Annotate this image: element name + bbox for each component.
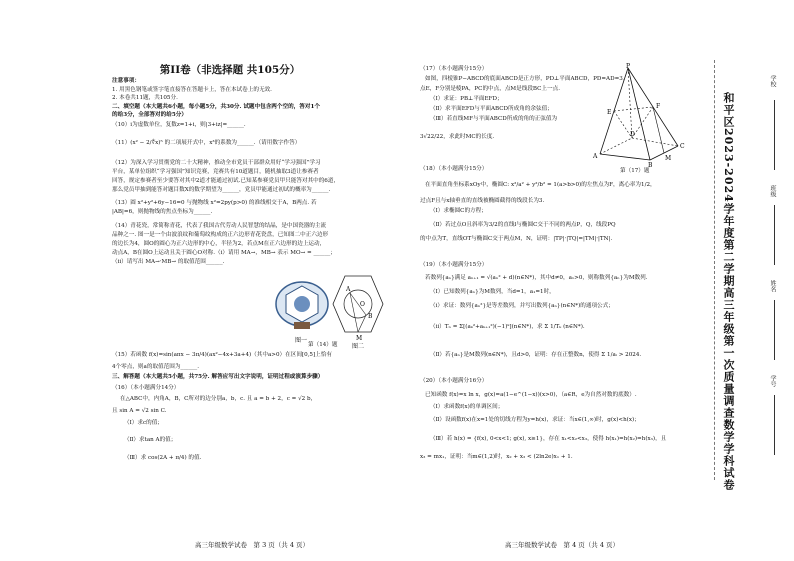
question-17-line-3: 点E，F分别是棱PA，PC的中点，点M是线段BC上一点. — [420, 86, 560, 92]
question-16-line-5: （Ⅱ）求tan A的值； — [124, 437, 177, 443]
label-d: D — [630, 131, 635, 138]
question-16-line-1: （16）（本小题满分14分） — [112, 385, 180, 391]
binding-strip — [706, 0, 794, 561]
question-18-line-6: 的中点为T，直线OT与椭圆C交于两点M，N，证明：|TP|·|TQ|=|TM|·|TN|. — [420, 236, 613, 242]
question-17-line-6: （Ⅲ）若直线MF与平面ABCD所成的角的正弦值为 — [430, 116, 558, 122]
question-19-line-1: （19）（本小题满分15分） — [420, 262, 488, 268]
plate-image — [276, 282, 328, 329]
label-m: M — [665, 155, 672, 162]
fill-heading: 二、填空题（本大题共6小题，每小题5分，共30分. 试题中包含两个空的，答对1个 — [112, 104, 320, 110]
question-14-line-4: 动点A，B在圆O上运动且关于圆心O对称.（i）请用 MA→，MB→ 表示 MO→ = ______； — [112, 250, 336, 256]
question-18-line-5: （Ⅱ）若过点O且斜率为3/2的直线l与椭圆C交于不同的两点P，Q，线段PQ — [430, 222, 616, 228]
question-16-line-4: （Ⅰ）求c的值； — [124, 420, 163, 426]
figure-17-caption: 第（17）题 — [620, 168, 650, 174]
question-20-line-1: （20）（本小题满分16分） — [420, 378, 488, 384]
label-c: C — [680, 143, 685, 150]
field-class-label: 班级 — [769, 185, 776, 197]
exam-title-vertical: 和平区2023-2024学年度第二学期高三年级第一次质量调查数学学科试卷 — [722, 92, 735, 491]
question-19-line-2: 若数列{aₙ}满足 aₙ₊₁ = √(aₙ² + d)(n∈N*)，其中d≠0，a₁>0，则称数列{aₙ}为M数列. — [425, 275, 648, 281]
question-20-line-3: （Ⅰ）求函数f(x)的单调区间； — [430, 404, 504, 410]
right-page — [405, 0, 705, 561]
right-footer: 高三年级数学试卷 第 4 页（共 4 页） — [505, 541, 620, 549]
answer-heading: 三、解答题（本大题共5小题，共75分. 解答应写出文字说明，证明过程或演算步骤） — [112, 374, 324, 380]
label-p: P — [626, 63, 631, 70]
field-school-label: 学校 — [769, 75, 776, 87]
hexagon-diagram — [333, 276, 383, 342]
question-14-line-1: （14）青花瓷，常简称青花，代表了我国古代劳动人民智慧的结晶，是中国瓷器的主流 — [112, 223, 327, 229]
label-b: B — [368, 313, 373, 320]
fill-heading-2: 的给3分，全部答对的给5分） — [112, 112, 187, 118]
question-18-line-3: 过点F且与x轴垂直的直线被椭圆截得的线段长为3. — [420, 198, 545, 204]
field-school-line[interactable] — [774, 100, 775, 170]
question-14-line-3: 的边长为4，圆O的圆心为正六边形的中心，半径为2，若点M在正六边形的边上运动， — [112, 241, 326, 247]
cut-line — [714, 60, 715, 480]
question-11: （11）(x² − 2/∜x)⁵ 的二项展开式中，x³的系数为______.（请用数字作答） — [112, 140, 301, 146]
question-12-line-4: 那么党员甲抽到能答对题目数X的数学期望为______，党员甲能通过初试的概率为______. — [112, 187, 331, 193]
question-10: （10）i为虚数单位，复数z=1+i，则|3+iz|=______. — [112, 122, 246, 128]
section-title: 第II卷（非选择题 共105分） — [159, 64, 301, 76]
note-2: 2. 本卷共11题，共105分. — [112, 95, 178, 101]
question-13-line-2: |AB|=6，则抛物线的焦点坐标为______. — [112, 209, 213, 215]
question-20-line-4: （Ⅱ）设函数f(x)在x=1处的切线方程为y=h(x)，求证：当x∈(1,∞)时，g(x)<h(x)； — [430, 417, 640, 423]
field-number-label: 学号 — [769, 375, 776, 387]
label-f: F — [656, 103, 661, 110]
figure-17-pyramid — [590, 62, 690, 168]
question-20-line-5: （Ⅲ）若 h(x) = {f(x), 0<x<1; g(x), x≥1}，存在 x₁<x₂<x₃，使得 h(x₁)=h(x₂)=h(x₃)，且 — [430, 436, 667, 442]
question-20-line-2: 已知函数 f(x)=x ln x，g(x)=a(1−e^(1−x))(x>0)，（a∈R，e为自然对数的底数）. — [425, 392, 637, 398]
question-17-line-5: （Ⅱ）求平面EFD与平面ABCD所成角的余弦值； — [430, 106, 553, 112]
question-17-line-7: 3√22/22，求此时MC的长度. — [420, 134, 495, 140]
field-name-label: 姓名 — [769, 280, 776, 292]
question-15-line-1: （15）若函数 f(x)=sin(aπx − 3π/4)(ax²−4x+3a+4)（其中a>0）在区间[0,5]上恰有 — [112, 352, 332, 358]
question-17-line-2: 如图，四棱锥P−ABCD的底面ABCD是正方形，PD⊥平面ABCD，PD=AD=3， — [425, 76, 629, 82]
question-13-line-1: （13）圆 x²+y²+6y−16=0 与抛物线 x²=2py(p>0) 的准线相交于A，B两点. 若 — [112, 200, 317, 206]
label-m: M — [356, 335, 363, 342]
note-1: 1. 用黑色钢笔或签字笔直接答在答题卡上，答在本试卷上的无效. — [112, 87, 272, 93]
question-20-line-6: x₃ = mx₁，证明：当m∈(1,2)时，x₂ + x₃ < (2ln2e)x₁ + 1. — [420, 454, 573, 460]
left-footer: 高三年级数学试卷 第 3 页（共 4 页） — [195, 541, 310, 549]
question-14-line-2: 品种之一. 图一是一个由波浪纹和葡萄纹构成的正六边形青花瓷盘，已知图二中正六边形 — [112, 232, 329, 238]
field-class-line[interactable] — [774, 205, 775, 265]
question-19-line-4: （ⅰ）求证：数列{aₙ²}是等差数列，并写出数列{aₙ}(n∈N*)的通项公式； — [430, 303, 614, 309]
question-18-line-1: （18）（本小题满分15分） — [420, 166, 488, 172]
question-12-line-2: 平台，某单位组织“学习强国”知识竞赛，竞赛共有10道题目，随机抽取3道让参赛者 — [112, 169, 319, 175]
question-15-line-2: 4个零点，则a的取值范围为______. — [112, 364, 199, 370]
question-19-line-6: （Ⅱ）若{aₙ}是M数列(n∈N*)，且d>0，证明：存在正整数n，使得 Σ 1/aᵢ > 2024. — [430, 352, 642, 358]
question-17-line-1: （17）（本小题满分15分） — [420, 66, 488, 72]
label-a: A — [593, 153, 598, 160]
notes-heading: 注意事项： — [112, 78, 140, 84]
figure-1-caption: 图一 — [295, 337, 308, 344]
question-12-line-1: （12）为深入学习贯彻党的二十大精神，推动全市党员干部群众用好“学习强国”学习 — [112, 160, 321, 166]
label-b: B — [648, 162, 653, 168]
label-o: O — [360, 301, 365, 308]
label-a: A — [346, 286, 351, 293]
question-19-line-5: （ⅱ）Tₙ = Σ[(aₖ²+aₖ₊₁²)(−1)ᵏ](n∈N*)，求 Σ 1/Tₖ (n∈N*). — [430, 324, 585, 330]
question-16-line-6: （Ⅲ）求 cos(2A + π/4) 的值. — [124, 455, 202, 461]
field-number-line[interactable] — [774, 395, 775, 455]
field-name-line[interactable] — [774, 300, 775, 360]
figure-14-caption: 第（14）题 — [308, 342, 338, 348]
question-19-line-3: （Ⅰ）已知数列{aₙ}为M数列，当d=1，a₁=1时， — [430, 289, 555, 295]
question-18-line-2: 在平面直角坐标系xOy中，椭圆C: x²/a² + y²/b² = 1(a>b>0)的左焦点为F，离心率为1/2， — [425, 182, 656, 188]
question-16-line-3: 且 sin A = √2 sin C. — [112, 408, 167, 414]
question-12-line-3: 回答，规定参赛者至少要答对其中2道才能通过初试.已知某参赛党员甲只能答对其中的6道， — [112, 178, 340, 184]
figure-2-caption: 图二 — [352, 343, 365, 350]
question-18-line-4: （Ⅰ）求椭圆C的方程； — [430, 208, 487, 214]
label-e: E — [607, 109, 612, 116]
figure-14 — [270, 264, 390, 354]
question-14-line-5: （ii）请写出 MA→·MB→ 的取值范围______. — [112, 259, 225, 265]
question-16-line-2: 在△ABC中，内角A，B，C所对的边分别a，b，c. 且 a = b + 2，c = √2 b， — [120, 396, 317, 402]
question-17-line-4: （Ⅰ）求证：PB⊥平面EFD； — [430, 96, 503, 102]
